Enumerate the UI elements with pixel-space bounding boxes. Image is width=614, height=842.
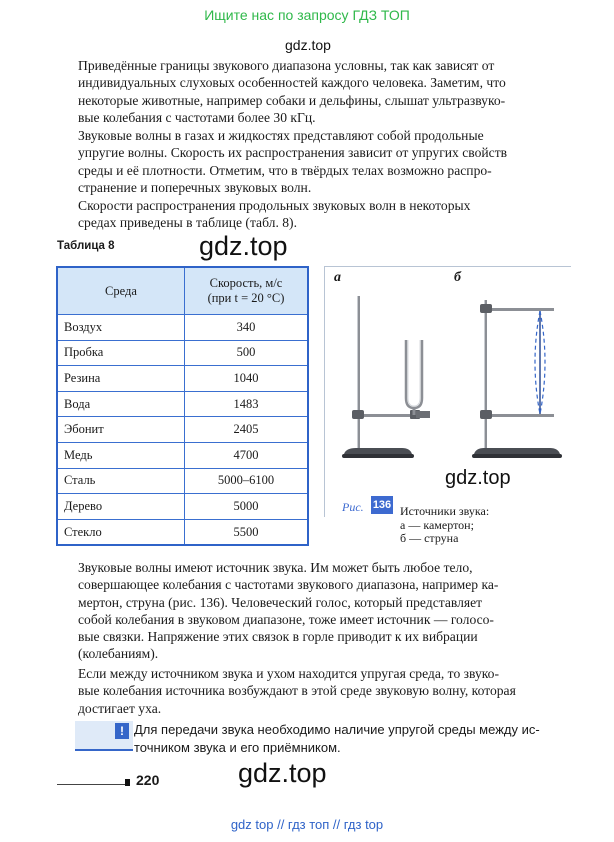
- page-number-rule: [57, 784, 125, 785]
- top-banner[interactable]: Ищите нас по запросу ГДЗ ТОП: [204, 7, 410, 23]
- tuning-fork-and-string-illustration: [324, 266, 570, 496]
- medium-cell: Вода: [58, 391, 185, 417]
- table-title: Таблица 8: [57, 240, 115, 252]
- watermark-table: gdz.top: [199, 231, 288, 261]
- table-row: [58, 417, 308, 443]
- speed-cell: 5000: [185, 494, 308, 520]
- speed-cell: 5500: [185, 519, 308, 545]
- page-number: 220: [136, 772, 160, 788]
- note-marker: [75, 721, 133, 751]
- paragraph-5: Если между источником звука и ухом находится упругая среда, то звуко- вые колебания источника возбуждают в этой среде звуковую волну, которая достигает уха.: [78, 666, 516, 716]
- header-medium: Среда: [58, 268, 185, 315]
- table-row: [58, 494, 308, 520]
- sound-speed-table: [57, 267, 308, 545]
- string-stand-icon: [472, 300, 562, 458]
- speed-cell: 1483: [185, 391, 308, 417]
- table-row: [58, 340, 308, 366]
- figure-label-b: б: [454, 270, 461, 285]
- paragraph-1: Приведённые границы звукового диапазона условны, так как зависят от индивидуальных слуховых особенностей каждого человека. Заметим, что некоторые животные, например собаки и дельфины, слышат ультразвуко- вые колебания с частотами более 30 кГц.: [78, 58, 506, 125]
- header-speed: [185, 268, 308, 315]
- key-note-line2: точником звука и его приёмником.: [134, 740, 341, 755]
- medium-cell: Пробка: [58, 340, 185, 366]
- tuning-fork-stand-icon: [342, 296, 430, 458]
- figure-caption-b: б — струна: [400, 531, 459, 545]
- speed-cell: 4700: [185, 442, 308, 468]
- header-speed-line2: (при t = 20 °C): [207, 291, 285, 305]
- table-row: [58, 391, 308, 417]
- paragraph-2: Звуковые волны в газах и жидкостях представляют собой продольные упругие волны. Скорость их распространения зависит от упругих свойств среды и её плотности. Отметим, что в твёрдых телах возможно распро- странение и поперечных звуковых волн.: [78, 128, 508, 195]
- figure-caption-ris: Рис.: [342, 500, 364, 514]
- figure-number-badge: 136: [371, 496, 393, 514]
- medium-cell: Воздух: [58, 315, 185, 341]
- figure-caption-a: а — камертон;: [400, 517, 474, 532]
- medium-cell: Дерево: [58, 494, 185, 520]
- speed-cell: 340: [185, 315, 308, 341]
- figure-label-a: а: [334, 270, 341, 285]
- speed-cell: 2405: [185, 417, 308, 443]
- figure-caption-title: Источники звука:: [400, 504, 490, 518]
- medium-cell: Стекло: [58, 519, 185, 545]
- table-row: [58, 468, 308, 494]
- paragraph-3: Скорости распространения продольных звуковых волн в некоторых средах приведены в таблице (табл. 8).: [78, 198, 471, 231]
- header-speed-line1: Скорость, м/с: [209, 276, 283, 290]
- table-row: [58, 442, 308, 468]
- speed-cell: 5000–6100: [185, 468, 308, 494]
- table-row: [58, 315, 308, 341]
- watermark-top: gdz.top: [285, 37, 331, 53]
- medium-cell: Эбонит: [58, 417, 185, 443]
- speed-cell: 1040: [185, 366, 308, 392]
- paragraph-4: Звуковые волны имеют источник звука. Им может быть любое тело, совершающее колебания с частотами звукового диапазона, например ка- мертон, струна (рис. 136). Человеческий голос, который представляет собой колебания в звуковом диапазоне, тоже имеет источник — голосо- вые связки. Напряжение этих связок в горле приводит к их вибрации (колебаниям).: [78, 560, 499, 662]
- watermark-bottom: gdz.top: [238, 758, 327, 788]
- table-row: [58, 366, 308, 392]
- table-row: [58, 519, 308, 545]
- footer-links[interactable]: gdz top // гдз топ // гдз top: [230, 817, 384, 832]
- table-header-row: [58, 268, 308, 315]
- medium-cell: Резина: [58, 366, 185, 392]
- medium-cell: Медь: [58, 442, 185, 468]
- exclamation-icon: !: [115, 723, 129, 739]
- page-number-marker-icon: [125, 779, 130, 786]
- speed-cell: 500: [185, 340, 308, 366]
- watermark-figure: gdz.top: [445, 467, 511, 489]
- key-note-line1: Для передачи звука необходимо наличие упругой среды между ис-: [134, 722, 540, 737]
- medium-cell: Сталь: [58, 468, 185, 494]
- figure-caption: [400, 505, 489, 546]
- key-note: [134, 721, 570, 757]
